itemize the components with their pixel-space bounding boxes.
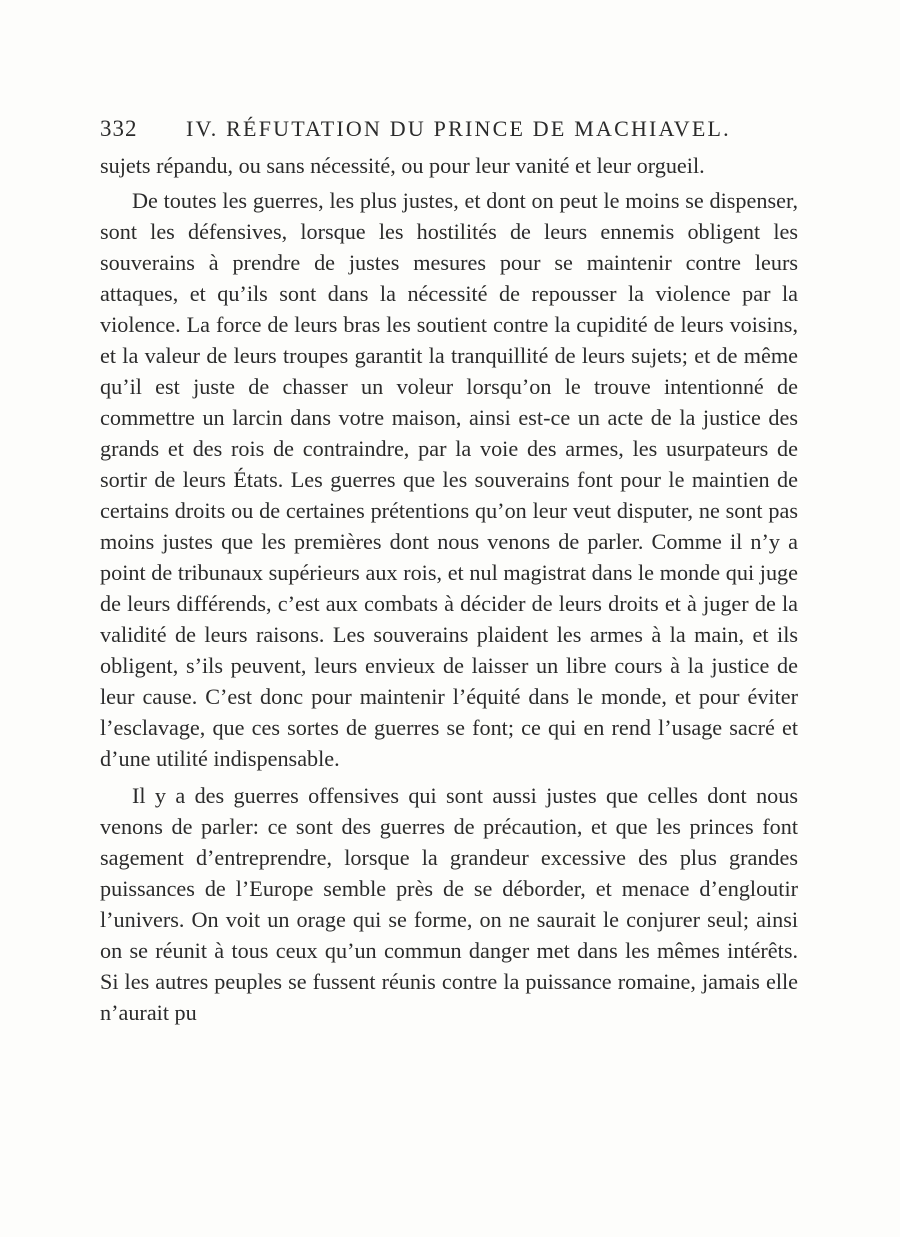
paragraph-offensive-wars: Il y a des guerres offensives qui sont aussi justes que celles dont nous venons de parler: ce sont des guerres de précaution, et que les princes font sagement d’entreprendre, lorsque la grandeur excessive des plus grandes puissances de l’Europe semble près de se déborder, et menace d’engloutir l’univers. On voit un orage qui se forme, on ne saurait le conjurer seul; ainsi on se réunit à tous ceux qu’un commun danger met dans les mêmes intérêts. Si les autres peuples se fussent réunis contre la puissance romaine, jamais elle n’aurait pu xyxy=(100,783,798,1025)
page-number: 332 xyxy=(100,116,138,141)
page-header xyxy=(100,116,798,146)
paragraph-defensive-wars: De toutes les guerres, les plus justes, et dont on peut le moins se dispenser, sont les défensives, lorsque les hostilités de leurs ennemis obligent les souverains à prendre de justes mesures pour se maintenir contre leurs attaques, et qu’ils sont dans la nécessité de repousser la violence par la violence. La force de leurs bras les soutient contre la cupidité de leurs voisins, et la valeur de leurs troupes garantit la tranquillité de leurs sujets; et de même qu’il est juste de chasser un voleur lorsqu’on le trouve intentionné de commettre un larcin dans votre maison, ainsi est-ce un acte de la justice des grands et des rois de contraindre, par la voie des armes, les usurpateurs de sortir de leurs États. Les guerres que les souverains font pour le maintien de certains droits ou de certaines prétentions qu’on leur veut disputer, ne sont pas moins justes que les premières dont nous venons de parler. Comme il n’y a point de tribunaux supérieurs aux rois, et nul magistrat dans le monde qui juge de leurs différends, c’est aux combats à décider de leurs droits et à juger de la validité de leurs raisons. Les souverains plaident les armes à la main, et ils obligent, s’ils peuvent, leurs envieux de laisser un libre cours à la justice de leur cause. C’est donc pour maintenir l’équité dans le monde, et pour éviter l’esclavage, que ces sortes de guerres se font; ce qui en rend l’usage sacré et d’une utilité indispensable. xyxy=(100,188,798,771)
paragraph-continuation: sujets répandu, ou sans nécessité, ou pour leur vanité et leur orgueil. xyxy=(100,153,705,178)
running-title: IV. RÉFUTATION DU PRINCE DE MACHIAVEL. xyxy=(186,116,731,141)
book-page xyxy=(100,116,798,1028)
